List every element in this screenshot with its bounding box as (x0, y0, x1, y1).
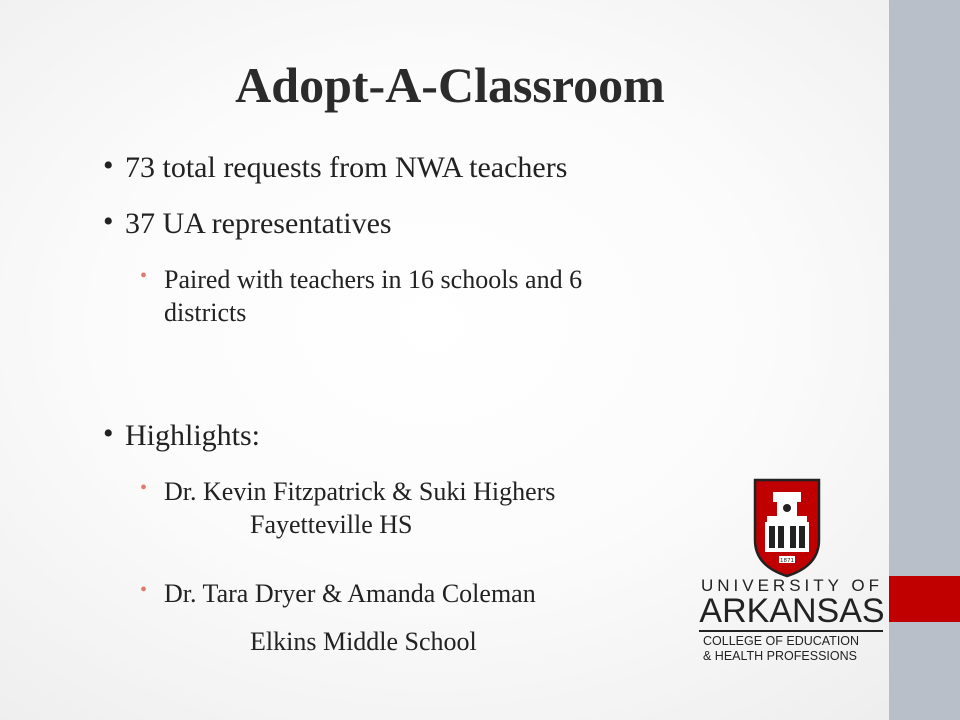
bullet-icon: • (103, 149, 114, 182)
sub-bullet-text: Paired with teachers in 16 schools and 6 (164, 265, 583, 294)
bullet-icon: • (103, 417, 114, 450)
sub-bullet-item (140, 264, 582, 329)
logo-divider (699, 630, 883, 632)
logo-university-of: UNIVERSITY OF (700, 576, 884, 595)
logo-arkansas: ARKANSAS (699, 592, 885, 630)
sub-bullet-icon: • (140, 477, 148, 499)
logo-college (697, 634, 893, 664)
bullet-item (103, 150, 567, 186)
bullet-text: 37 UA representatives (125, 207, 392, 240)
sub-bullet-text-cont: districts (164, 297, 247, 327)
sub-bullet-text: Dr. Kevin Fitzpatrick & Suki Highers (164, 477, 556, 506)
seal-year: 1871 (780, 558, 794, 564)
sub-bullet-text-cont: Elkins Middle School (250, 626, 477, 656)
logo-college-line2: & HEALTH PROFESSIONS (703, 649, 857, 663)
sub-bullet-icon: • (140, 579, 148, 601)
bullet-text: 73 total requests from NWA teachers (125, 151, 568, 184)
bullet-item (103, 206, 392, 242)
slide-title: Adopt-A-Classroom (235, 57, 665, 113)
logo-college-line1: COLLEGE OF EDUCATION (703, 634, 860, 648)
side-accent-bar (889, 576, 960, 622)
sub-bullet-icon: • (140, 265, 148, 287)
sub-bullet-text-cont: Fayetteville HS (250, 509, 413, 539)
sub-bullet-text: Dr. Tara Dryer & Amanda Coleman (164, 579, 536, 608)
sub-bullet-item (140, 476, 555, 541)
bullet-item (103, 418, 260, 454)
bullet-text: Highlights: (125, 419, 261, 452)
sub-bullet-item (140, 578, 536, 658)
bullet-icon: • (103, 205, 114, 238)
